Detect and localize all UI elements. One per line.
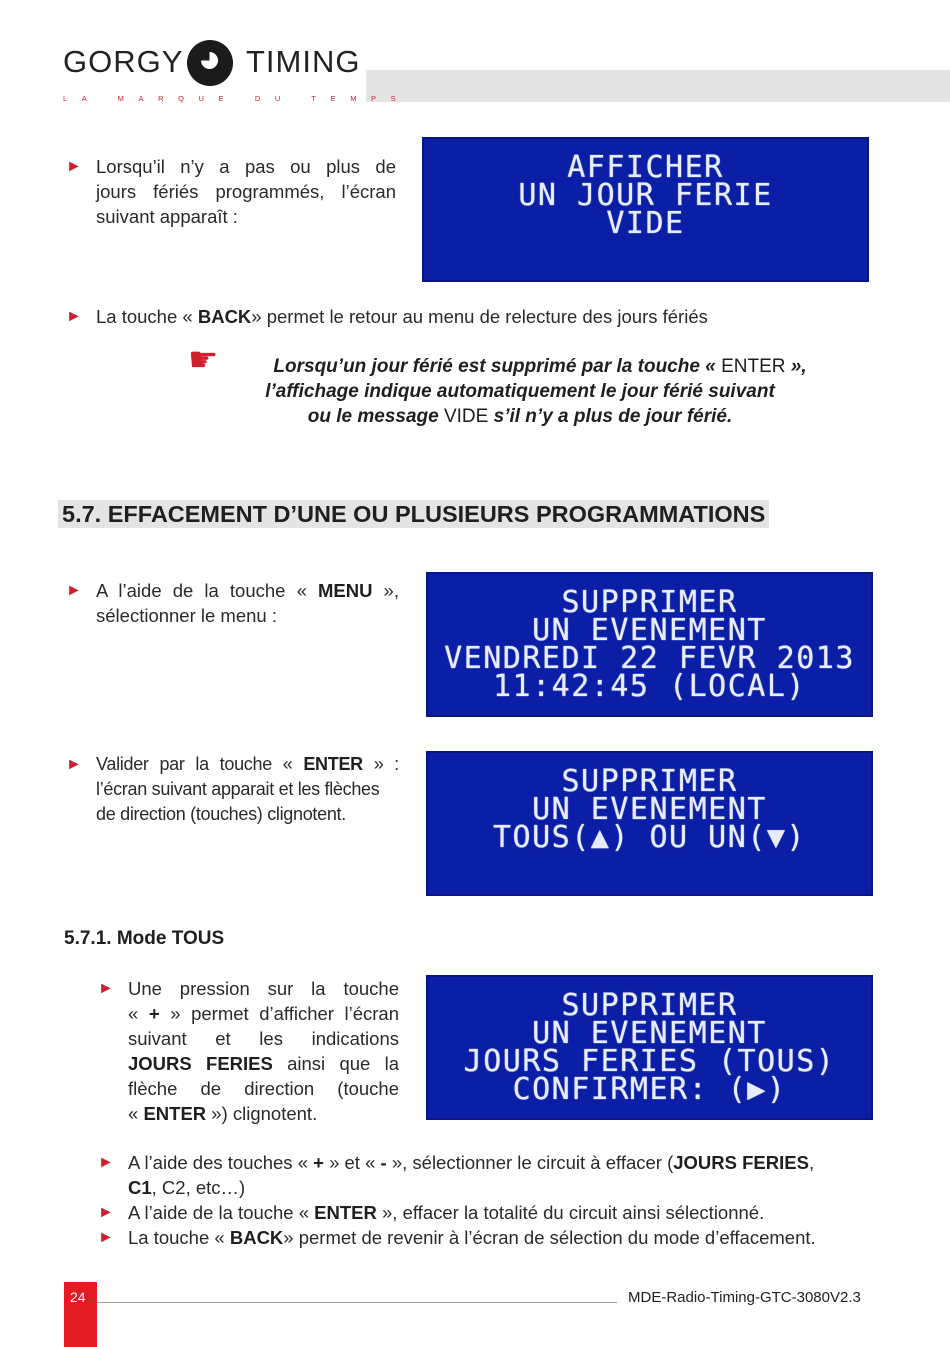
enter-key: ENTER: [303, 754, 363, 774]
bullet-icon: ►: [98, 1204, 114, 1221]
text-line: JOURS FERIES ainsi que la: [128, 1053, 399, 1074]
text-line: flèche de direction (touche: [128, 1078, 399, 1099]
logo-right-text: TIMING: [246, 44, 361, 79]
lcd-line: UN EVENEMENT: [532, 613, 767, 648]
bullet-icon: ►: [98, 980, 114, 997]
select-circuit-instruction: [128, 1150, 874, 1200]
lcd-line: SUPPRIMER: [561, 585, 738, 620]
text-line: suivant apparaît :: [96, 206, 238, 227]
logo-mark-icon: [187, 40, 233, 86]
page-number-box: [64, 1282, 97, 1347]
menu-instruction: [96, 578, 399, 628]
erase-circuit-instruction: A l’aide de la touche « ENTER », effacer la totalité du circuit ainsi sélectionné.: [128, 1202, 765, 1223]
enter-instruction: [96, 752, 399, 827]
jours-feries-key: JOURS FERIES: [128, 1053, 273, 1074]
note-line-3: ou le message VIDE s’il n’y a plus de jour férié.: [307, 406, 733, 427]
text-line: « ENTER ») clignotent.: [128, 1103, 318, 1124]
text-line: suivant et les indications: [128, 1028, 399, 1049]
bullet-icon: ►: [98, 1229, 114, 1246]
minus-key: -: [380, 1152, 387, 1173]
bullet-icon: ►: [66, 158, 82, 175]
note-line-2: l’affichage indique automatiquement le jour férié suivant: [265, 381, 775, 402]
logo-left-text: GORGY: [63, 44, 184, 79]
page-number: 24: [70, 1289, 86, 1305]
back-pre: La touche «: [96, 306, 198, 327]
bullet-icon: ►: [66, 582, 82, 599]
back-to-mode-instruction: La touche « BACK» permet de revenir à l’écran de sélection du mode d’effacement.: [128, 1227, 816, 1248]
lcd-screen-empty-holiday: [422, 137, 869, 282]
header-band: [366, 70, 950, 102]
lcd-line: VENDREDI 22 FEVR 2013: [444, 641, 855, 676]
bullet-icon: ►: [66, 756, 82, 773]
back-post: » permet le retour au menu de relecture des jours fériés: [251, 306, 708, 327]
document-reference: MDE-Radio-Timing-GTC-3080V2.3: [628, 1289, 861, 1306]
logo-tagline: LA MARQUE DU TEMPS: [63, 94, 411, 103]
back-key: BACK: [197, 306, 252, 327]
back-key: BACK: [229, 1227, 284, 1248]
lcd-line: UN EVENEMENT: [532, 792, 767, 827]
section-title: 5.7. EFFACEMENT D’UNE OU PLUSIEURS PROGRAMMATIONS: [58, 500, 769, 528]
lcd-line: SUPPRIMER: [561, 988, 738, 1023]
plus-key: +: [313, 1152, 324, 1173]
tous-instruction: [128, 976, 399, 1126]
menu-key: MENU: [317, 580, 373, 601]
note-block: [200, 354, 840, 429]
lcd-screen-all-or-one: [426, 751, 873, 896]
lcd-line: AFFICHER: [567, 150, 724, 185]
text-line: A l’aide de la touche « MENU »,: [96, 580, 399, 601]
enter-key: ENTER: [143, 1103, 207, 1124]
pointing-hand-icon: ☛: [188, 341, 219, 379]
empty-holiday-text: [96, 154, 396, 229]
lcd-line: CONFIRMER: (▶): [512, 1072, 787, 1107]
text-line: C1, C2, etc…): [128, 1177, 246, 1198]
text-line: Lorsqu’il n’y a pas ou plus de: [96, 156, 396, 177]
lcd-line: 11:42:45 (LOCAL): [493, 669, 806, 704]
subsection-title: 5.7.1. Mode TOUS: [64, 928, 225, 949]
text-line: Valider par la touche « ENTER » :: [96, 754, 399, 774]
lcd-line: VIDE: [606, 206, 685, 241]
note-line-1: Lorsqu’un jour férié est supprimé par la touche « ENTER »,: [273, 356, 807, 377]
text-line: Une pression sur la touche: [128, 978, 399, 999]
bullet-icon: ►: [98, 1154, 114, 1171]
text-line: jours fériés programmés, l’écran: [96, 181, 396, 202]
text-line: « + » permet d’afficher l’écran: [128, 1003, 400, 1024]
text-line: l’écran suivant apparait et les flèches: [96, 779, 380, 799]
note-enter-key: ENTER: [721, 356, 786, 377]
lcd-line: JOURS FERIES (TOUS): [463, 1044, 836, 1079]
bullet-icon: ►: [66, 308, 82, 325]
footer-divider: [97, 1302, 617, 1303]
lcd-line: UN EVENEMENT: [532, 1016, 767, 1051]
lcd-line: SUPPRIMER: [561, 764, 738, 799]
lcd-line: TOUS(▲) OU UN(▼): [493, 820, 806, 855]
plus-key: +: [148, 1003, 160, 1024]
enter-key: ENTER: [314, 1202, 377, 1223]
text-line: sélectionner le menu :: [96, 605, 277, 626]
lcd-screen-delete-event: [426, 572, 873, 717]
lcd-screen-confirm-all: [426, 975, 873, 1120]
c1-key: C1: [128, 1177, 152, 1198]
text-line: de direction (touches) clignotent.: [96, 804, 346, 824]
back-instruction: [96, 304, 708, 329]
note-vide-key: VIDE: [443, 406, 489, 427]
lcd-line: UN JOUR FERIE: [518, 178, 773, 213]
text-line: A l’aide des touches « + » et « - », sélectionner le circuit à effacer (JOURS FERIES,: [128, 1152, 815, 1173]
jours-feries-key: JOURS FERIES: [673, 1152, 809, 1173]
